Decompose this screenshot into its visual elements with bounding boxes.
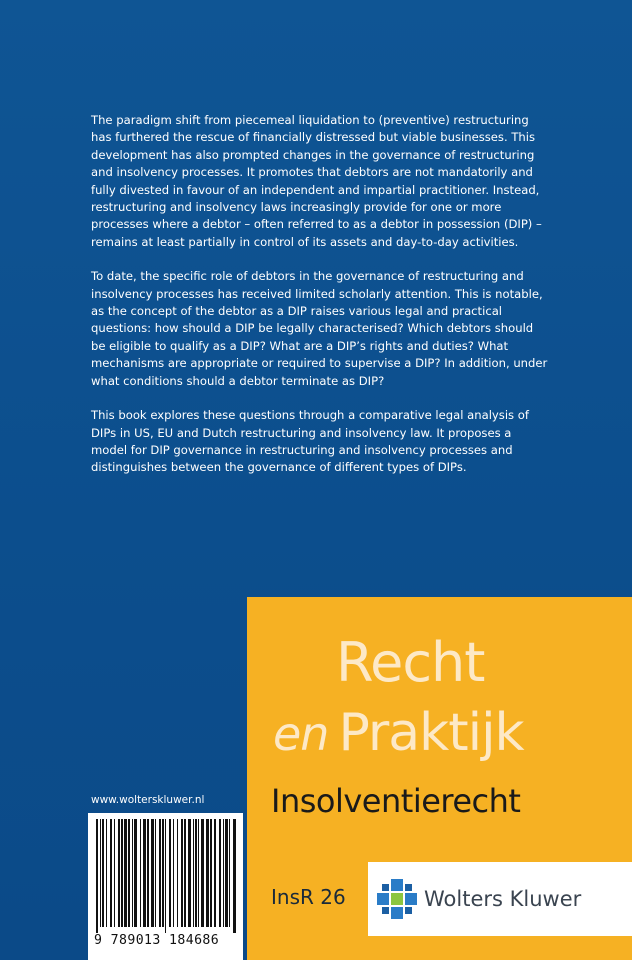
barcode-bar [229, 819, 230, 927]
series-panel [247, 597, 632, 960]
barcode-bar [110, 819, 112, 927]
barcode-bar [225, 819, 228, 927]
barcode-bar [181, 819, 183, 927]
barcode-bar [193, 819, 194, 927]
barcode-bar [188, 819, 191, 927]
barcode-bar [201, 819, 204, 927]
publisher-logo-panel [368, 862, 632, 936]
barcode-bar [173, 819, 174, 927]
publisher-url: www.wolterskluwer.nl [91, 794, 205, 806]
barcode-bar [96, 819, 98, 933]
barcode-bar [210, 819, 212, 927]
barcode-bar [233, 819, 236, 933]
barcode-bar [195, 819, 197, 927]
barcode-bar [177, 819, 178, 927]
blurb-paragraph-3: This book explores these questions through a comparative legal analysis of DIPs in US, EU and Dutch restructuring and insolvency law. It proposes a model for DIP governance in restructuring and insolvency processes and distinguishes between the governance of different types of DIPs. [91, 408, 529, 475]
series-title-en-praktijk [273, 703, 524, 764]
barcode-bar [198, 819, 199, 927]
isbn-number: 9 789013 184686 [94, 933, 220, 948]
barcode-bar [140, 819, 141, 927]
barcode-bar [219, 819, 221, 927]
barcode-bar [106, 819, 107, 927]
barcode-bar [169, 819, 171, 927]
barcode-bar [147, 819, 149, 927]
isbn-barcode [88, 813, 243, 960]
barcode-bar [184, 819, 186, 927]
barcode-bar [124, 819, 127, 927]
barcode-bar [100, 819, 101, 927]
series-title-recht: Recht [336, 631, 485, 694]
barcode-bar [134, 819, 137, 927]
wolters-kluwer-logo-icon [376, 878, 418, 920]
barcode-bar [206, 819, 209, 927]
series-number: InsR 26 [271, 885, 346, 909]
series-title-praktijk: Praktijk [338, 703, 524, 763]
barcode-bar [114, 819, 115, 927]
barcode-bar [165, 819, 166, 933]
barcode-bar [128, 819, 130, 927]
barcode-bar [223, 819, 224, 927]
barcode-bar [151, 819, 154, 927]
barcode-bar [118, 819, 120, 927]
series-subject: Insolventierecht [271, 782, 521, 820]
barcode-bar [214, 819, 216, 927]
series-title-en: en [273, 707, 329, 761]
barcode-bar [121, 819, 123, 927]
blurb-paragraph-1: The paradigm shift from piecemeal liquidation to (preventive) restructuring has furthered the rescue of financially distressed but viable businesses. This development has also prompted changes in the governance of restructuring and insolvency processes. It promotes that debtors are not mandatorily and fully divested in favour of an independent and impartial practitioner. Instead, restructuring and insolvency laws increasingly provide for one or more processes where a debtor – often referred to as a debtor in possession (DIP) – remains at least partially in control of its assets and day-to-day activities. [91, 113, 542, 249]
barcode-bar [155, 819, 156, 927]
barcode-bar [143, 819, 146, 927]
blurb-paragraph-2: To date, the specific role of debtors in the governance of restructuring and insolvency processes has received limited scholarly attention. This is notable, as the concept of the debtor as a DIP raises various legal and practical questions: how should a DIP be legally characterised? Which debtors should be eligible to qualify as a DIP? What are a DIP’s rights and duties? What mechanisms are appropriate or required to supervise a DIP? In addition, under what conditions should a debtor terminate as DIP? [91, 269, 548, 388]
barcode-bar [162, 819, 164, 927]
back-cover-blurb [91, 112, 551, 494]
barcode-bar [132, 819, 133, 927]
publisher-name: Wolters Kluwer [424, 887, 582, 911]
barcode-bar [159, 819, 161, 927]
barcode-bar [102, 819, 104, 927]
